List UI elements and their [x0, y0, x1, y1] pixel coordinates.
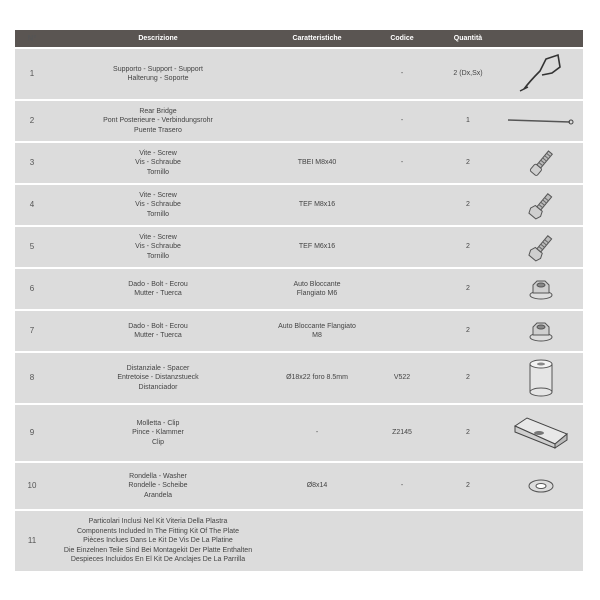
row-description: Rondella - Washer Rondelle - Scheibe Arandela: [128, 472, 188, 499]
row-number: 9: [29, 427, 35, 437]
table-row: [15, 403, 583, 461]
hex-screw-icon: [499, 185, 583, 225]
row-number: 7: [29, 325, 35, 335]
table-row: [15, 183, 583, 225]
row-characteristics: [267, 49, 367, 99]
row-quantity: 2: [466, 482, 470, 490]
header-description: Descrizione: [138, 35, 178, 42]
row-quantity: 2: [466, 201, 470, 209]
table-header: [15, 30, 583, 47]
row-characteristics: Auto Bloccante Flangiato M8: [278, 322, 356, 339]
row-characteristics: Ø8x14: [306, 482, 328, 490]
row-code: [367, 185, 437, 225]
row-quantity: 2: [466, 285, 470, 293]
row-code: -: [400, 482, 404, 490]
row-description: Vite - Screw Vis - Schraube Tornillo: [135, 149, 181, 176]
row-description: Vite - Screw Vis - Schraube Tornillo: [135, 233, 181, 260]
row-characteristics: -: [315, 429, 319, 437]
row-quantity: 1: [466, 117, 470, 125]
table-row: [15, 47, 583, 99]
row-code: [367, 227, 437, 267]
row-code: -: [400, 117, 404, 125]
row-characteristics: TEF M8x16: [298, 201, 336, 209]
row-quantity: 2: [466, 374, 470, 382]
row-number: 8: [29, 372, 35, 382]
table-row: [15, 267, 583, 309]
table-row: [15, 309, 583, 351]
hex-screw-icon: [499, 227, 583, 267]
row-description: Particolari Inclusi Nel Kit Viteria Della Plastra Components Included In The Fitting Kit Of The Plate Pièces Inclues Dans Le Kit De Vis De La Platine Die Einzelnen Teile Sind Bei Montagekit Der Platte Enthalten Despieces Incluidos En El Kit De Anclajes De La Parrilla: [63, 518, 253, 564]
spacer-icon: [499, 353, 583, 403]
row-number: 4: [29, 199, 35, 209]
nut-icon: [499, 311, 583, 351]
socket-screw-icon: [499, 143, 583, 183]
row-number: 11: [27, 535, 37, 545]
row-description: Dado - Bolt - Ecrou Mutter - Tuerca: [128, 280, 188, 297]
row-code: [367, 511, 437, 571]
row-code: Z2145: [392, 429, 412, 437]
row-quantity: 2: [466, 327, 470, 335]
header-quantity: Quantità: [453, 35, 483, 42]
row-characteristics: [267, 101, 367, 141]
header-num: N°: [27, 34, 37, 43]
row-number: 5: [29, 241, 35, 251]
row-number: 10: [27, 480, 37, 490]
table-row: [15, 461, 583, 509]
row-code: -: [400, 159, 404, 167]
row-code: -: [400, 70, 404, 78]
row-description: Distanziale - Spacer Entretoise - Distanzstueck Distanciador: [117, 364, 199, 391]
parts-table: [15, 30, 583, 571]
row-description: Dado - Bolt - Ecrou Mutter - Tuerca: [128, 322, 188, 339]
row-quantity: [437, 511, 499, 571]
row-characteristics: TBEI M8x40: [297, 159, 337, 167]
row-description: Rear Bridge Pont Posterieure - Verbindungsrohr Puente Trasero: [103, 107, 213, 134]
row-characteristics: [267, 511, 367, 571]
washer-icon: [499, 463, 583, 509]
row-quantity: 2: [466, 429, 470, 437]
header-characteristics: Caratteristiche: [292, 35, 342, 42]
row-number: 3: [29, 157, 35, 167]
rod-icon: [499, 101, 583, 141]
row-image-empty: [499, 511, 583, 571]
row-number: 1: [29, 68, 35, 78]
row-description: Supporto - Support - Support Halterung - Soporte: [113, 65, 203, 82]
row-quantity: 2 (Dx,Sx): [453, 70, 483, 78]
table-row: [15, 141, 583, 183]
row-quantity: 2: [466, 243, 470, 251]
row-code: V522: [393, 374, 411, 382]
table-row: [15, 99, 583, 141]
row-characteristics: Auto Bloccante Flangiato M6: [293, 280, 341, 297]
row-description: Vite - Screw Vis - Schraube Tornillo: [135, 191, 181, 218]
bracket-icon: [499, 49, 583, 99]
clip-icon: [499, 405, 583, 461]
row-quantity: 2: [466, 159, 470, 167]
row-code: [367, 269, 437, 309]
row-code: [367, 311, 437, 351]
nut-icon: [499, 269, 583, 309]
table-row: [15, 351, 583, 403]
row-characteristics: TEF M6x16: [298, 243, 336, 251]
row-number: 6: [29, 283, 35, 293]
header-code: Codice: [390, 35, 414, 42]
table-row: [15, 225, 583, 267]
row-number: 2: [29, 115, 35, 125]
row-characteristics: Ø18x22 foro 8.5mm: [286, 374, 348, 382]
table-row: [15, 509, 583, 571]
row-description: Molletta - Clip Pince - Klammer Clip: [132, 419, 184, 446]
